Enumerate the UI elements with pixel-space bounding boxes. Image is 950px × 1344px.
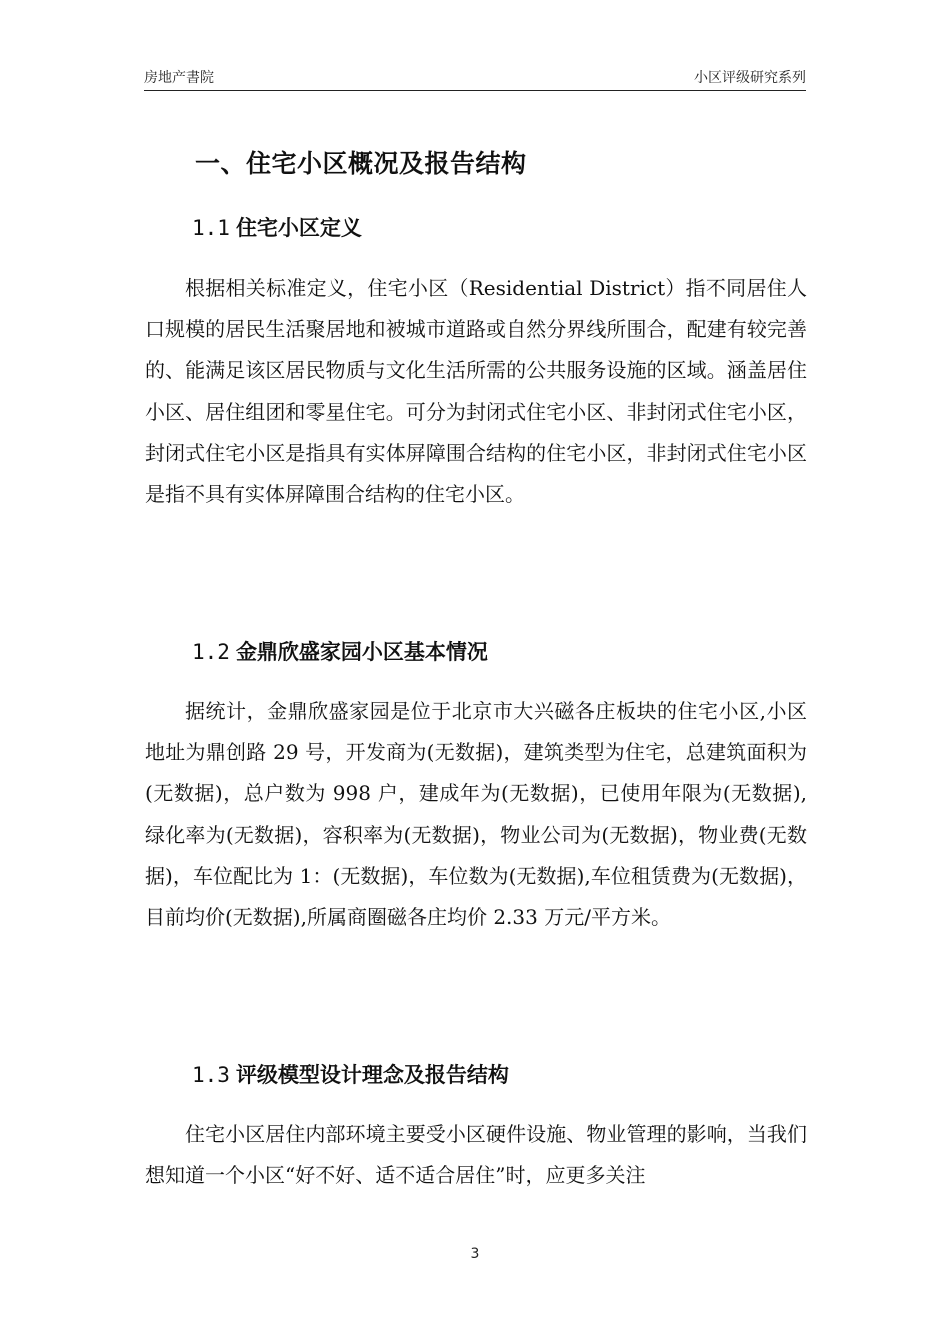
subsection-heading-1-3 bbox=[192, 1059, 509, 1089]
page-header bbox=[144, 66, 806, 91]
paragraph-definition: 根据相关标准定义，住宅小区（Residential District）指不同居住人口规模的居民生活聚居地和被城市道路或自然分界线所围合，配建有较完善的、能满足该区居民物质与文化生活所需的公共服务设施的区域。涵盖居住小区、居住组团和零星住宅。可分为封闭式住宅小区、非封闭式住宅小区，封闭式住宅小区是指具有实体屏障围合结构的住宅小区，非封闭式住宅小区是指不具有实体屏障围合结构的住宅小区。 bbox=[145, 276, 807, 507]
subsection-heading-1-1 bbox=[192, 212, 362, 242]
subsection-title: 住宅小区定义 bbox=[235, 216, 362, 240]
header-series-title: 小区评级研究系列 bbox=[694, 70, 806, 86]
subsection-number: 1.2 bbox=[192, 640, 230, 664]
subsection-number: 1.1 bbox=[192, 216, 230, 240]
subsection-number: 1.3 bbox=[192, 1063, 230, 1087]
page-number: 3 bbox=[470, 1246, 480, 1262]
subsection-heading-1-2 bbox=[192, 636, 488, 666]
section-title: 一、住宅小区概况及报告结构 bbox=[195, 149, 527, 178]
header-publisher: 房地产書院 bbox=[144, 70, 214, 86]
subsection-title: 评级模型设计理念及报告结构 bbox=[235, 1063, 509, 1087]
subsection-title: 金鼎欣盛家园小区基本情况 bbox=[235, 640, 488, 664]
paragraph-community-basics: 据统计，金鼎欣盛家园是位于北京市大兴磁各庄板块的住宅小区,小区地址为鼎创路 29 号，开发商为(无数据)，建筑类型为住宅，总建筑面积为(无数据)，总户数为 998 户，建成年为(无数据)，已使用年限为(无数据),绿化率为(无数据)，容积率为(无数据)，物业公司为(无数据)，物业费(无数据)，车位配比为 1：(无数据)，车位数为(无数据),车位租赁费为(无数据)，目前均价(无数据),所属商圈磁各庄均价 2.33 万元/平方米。 bbox=[145, 699, 807, 930]
paragraph-rating-model: 住宅小区居住内部环境主要受小区硬件设施、物业管理的影响，当我们想知道一个小区“好不好、适不适合居住”时，应更多关注 bbox=[145, 1122, 807, 1188]
